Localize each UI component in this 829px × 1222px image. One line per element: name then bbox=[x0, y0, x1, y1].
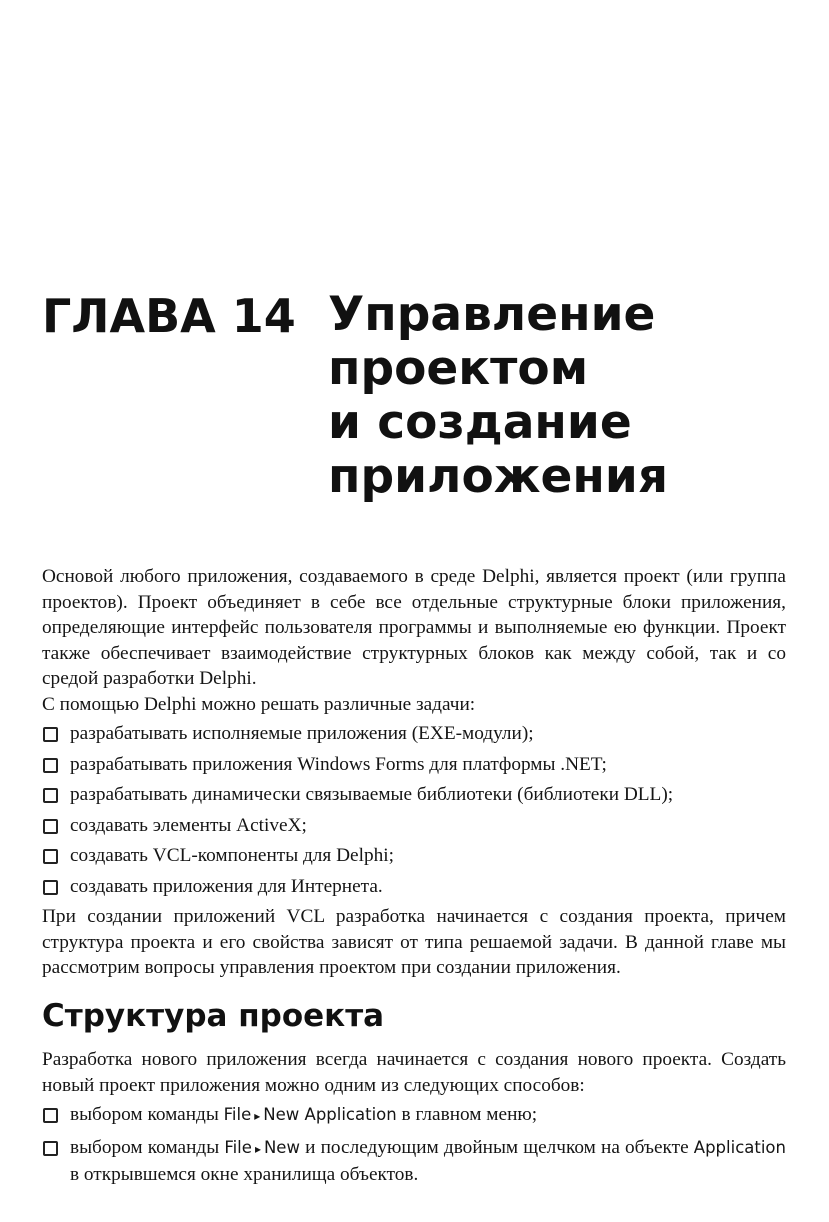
menu-command: File bbox=[224, 1137, 252, 1157]
checkbox-bullet-icon bbox=[43, 819, 58, 834]
intro-tasks-lead: С помощью Delphi можно решать различные задачи: bbox=[42, 693, 476, 715]
text-fragment: в главном меню; bbox=[396, 1104, 538, 1125]
list-item-text bbox=[70, 1104, 537, 1125]
checkbox-bullet-icon bbox=[43, 788, 58, 803]
checkbox-bullet-icon bbox=[43, 1141, 58, 1156]
menu-arrow-icon: ▸ bbox=[254, 1141, 261, 1156]
intro-paragraph: Основой любого приложения, создаваемого в среде Delphi, является проект (или группа проектов). Проект объединяет в себе все отдельные структурные блоки приложения, определяющие интерфейс пользователя программы и выполняемые ею функции. Проект также обеспечивает взаимодействие структурных блоков как между собой, так и со средой разработки Delphi. bbox=[42, 566, 786, 689]
checkbox-bullet-icon bbox=[43, 880, 58, 895]
menu-command: Application bbox=[693, 1137, 786, 1157]
list-item bbox=[42, 1135, 786, 1188]
list-item bbox=[42, 813, 786, 839]
section-body bbox=[42, 1047, 786, 1193]
list-item bbox=[42, 843, 786, 869]
list-item-text: разрабатывать исполняемые приложения (EXE-модули); bbox=[70, 723, 534, 744]
text-fragment: выбором команды bbox=[70, 1136, 225, 1158]
checkbox-bullet-icon bbox=[43, 727, 58, 742]
list-item-text: создавать VCL-компоненты для Delphi; bbox=[70, 845, 394, 866]
checkbox-bullet-icon bbox=[43, 849, 58, 864]
chapter-label: ГЛАВА 14 bbox=[42, 289, 296, 343]
list-item bbox=[42, 1102, 786, 1130]
list-item-text: разрабатывать приложения Windows Forms для платформы .NET; bbox=[70, 753, 607, 775]
list-item-text: разрабатывать динамически связываемые библиотеки (библиотеки DLL); bbox=[70, 784, 674, 805]
list-item-text bbox=[70, 1137, 786, 1186]
checkbox-bullet-icon bbox=[43, 1108, 58, 1123]
list-item bbox=[42, 752, 786, 778]
intro-closing-paragraph: При создании приложений VCL разработка начинается с создания проекта, причем структура проекта и его свойства зависят от типа решаемой задачи. В данной главе мы рассмотрим вопросы управления проектом при создании приложения. bbox=[42, 906, 786, 978]
chapter-title-line: и создание bbox=[328, 395, 632, 450]
text-fragment: выбором команды bbox=[70, 1104, 224, 1125]
chapter-title-line: проектом bbox=[328, 341, 589, 396]
intro-section bbox=[42, 564, 786, 981]
checkbox-bullet-icon bbox=[43, 758, 58, 773]
menu-command: New bbox=[263, 1137, 300, 1157]
task-list bbox=[42, 721, 786, 899]
section-heading: Структура проекта bbox=[42, 998, 385, 1034]
section-paragraph: Разработка нового приложения всегда начинается с создания нового проекта. Создать новый проект приложения можно одним из следующих способов: bbox=[42, 1049, 786, 1096]
list-item bbox=[42, 721, 786, 747]
list-item-text: создавать элементы ActiveX; bbox=[70, 814, 307, 836]
chapter-title-line: Управление bbox=[328, 287, 656, 342]
list-item bbox=[42, 782, 786, 808]
menu-arrow-icon: ▸ bbox=[254, 1109, 261, 1123]
text-fragment: в открывшемся окне хранилища объектов. bbox=[70, 1164, 419, 1185]
text-fragment: и последующим двойным щелчком на объекте bbox=[299, 1136, 694, 1158]
menu-command: File bbox=[223, 1105, 252, 1124]
chapter-title-line: приложения bbox=[328, 449, 668, 504]
list-item-text: создавать приложения для Интернета. bbox=[70, 875, 383, 897]
method-list bbox=[42, 1102, 786, 1188]
list-item bbox=[42, 874, 786, 900]
menu-command: New Application bbox=[263, 1105, 397, 1124]
chapter-title bbox=[328, 288, 808, 504]
